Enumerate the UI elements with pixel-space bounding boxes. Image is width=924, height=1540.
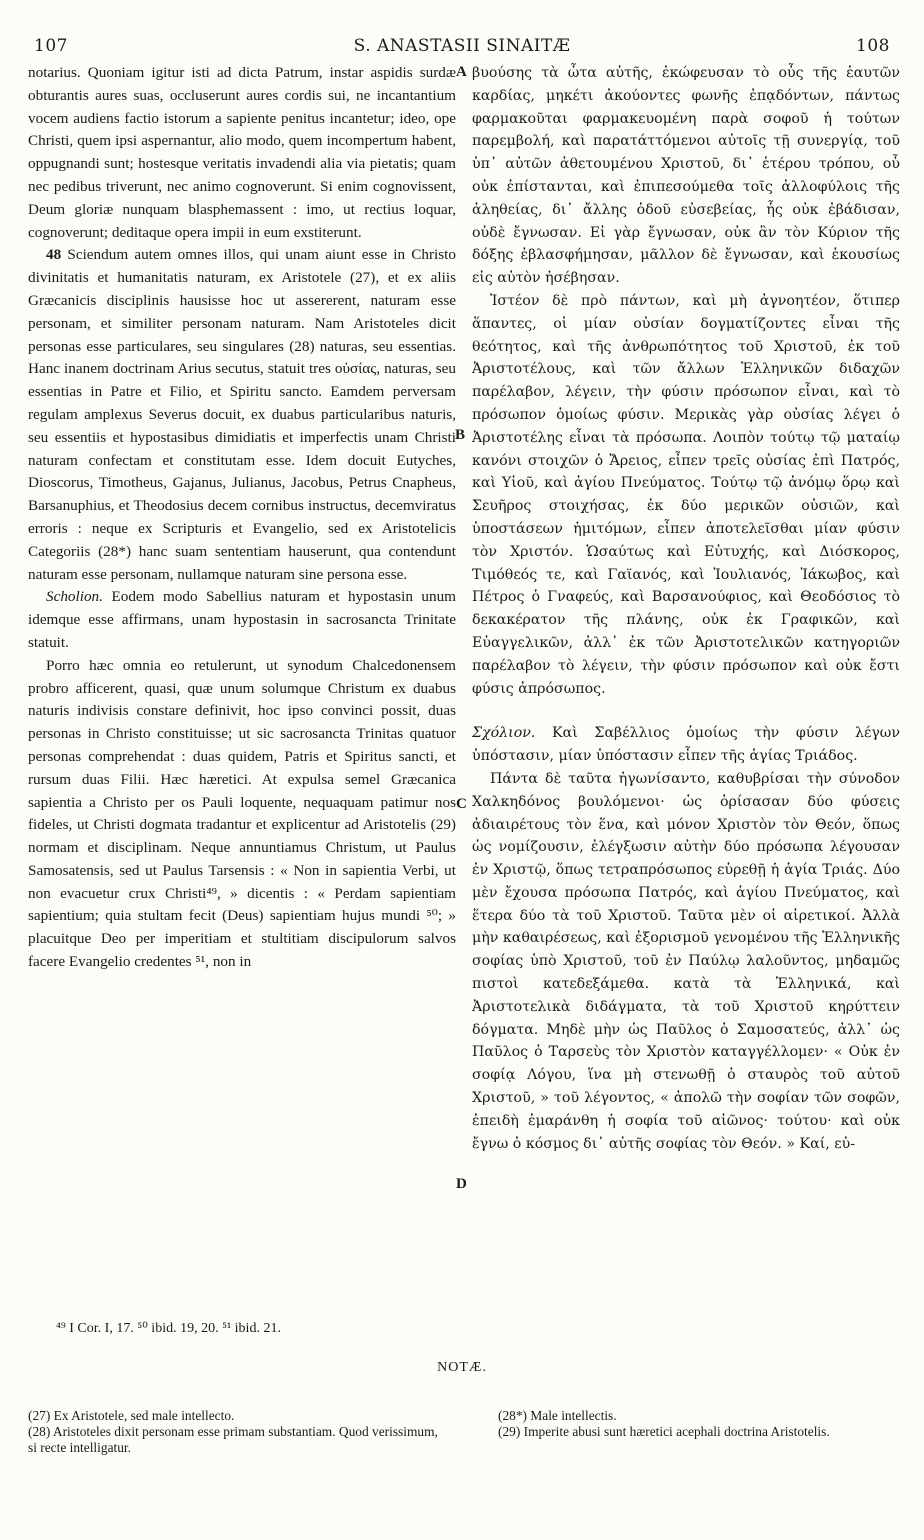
latin-paragraph-1: notarius. Quoniam igitur isti ad dicta Patrum, instar aspidis surdæ obturantis aures suas, occluserunt aures cordis sui, ne incantantium vocem audiens factio istorum a sapiente penitus incantetur; ideo, ope Christi, quem ipsi aspernantur, alio modo, quem incompertum habent, oppugnandi sunt; hostesque veritatis invadendi alia via pietatis; quam nec pedibus triverunt, nec animo cognoverunt. Si enim cognovissent, Deum gloriæ nunquam blasphemassent : imo, ut rectius loquar, cognoverunt; deditaque opera impii in eum exstiterunt. (28, 64, 456, 241)
note-28: (28) Aristoteles dixit personam esse primam substantiam. Quod verissimum, si recte intelligatur. (28, 1424, 438, 1455)
notes-right-column (498, 1408, 898, 1440)
greek-scholion-label: Σχόλιον. (472, 725, 536, 742)
greek-column (472, 62, 900, 1155)
latin-column (28, 62, 456, 974)
margin-letter-a: A (456, 64, 467, 80)
latin-paragraph-2-text: Sciendum autem omnes illos, qui unam aiunt esse in Christo divinitatis et humanitatis naturam, ex Aristotele (27), et ex aliis Græcanicis disciplinis hausisse hoc ut assererent, naturam esse personam, et similiter personam naturam. Nam Aristoteles dicit personas esse particulares, seu singulares (28) naturas, seu essentias. Hanc inanem doctrinam Arius secutus, statuit tres οὐσίας, naturas, seu essentias in Patre et Filio, et Spiritu sancto. Eamdem perversam regulam amplexus Severus docuit, ex duabus particularibus naturis, seu essentiis et hypostasibus dimidiatis et imperfectis unam Christi naturam confectam et constitutam esse. Idem docuit Eutyches, Dioscorus, Timotheus, Gajanus, Julianus, Jacobus, Petrus Cnapheus, Barsanuphius, et Theodosius decem cornibus instructus, decemviratus erroris : neque ex Scripturis et Evangelio, sed ex Aristotelicis Categoriis (28*) hanc suam sententiam hauserunt, qua contendunt naturam esse personam, nullamque naturam sine persona esse. (28, 246, 456, 583)
margin-letter-b: B (455, 427, 466, 443)
page-header (26, 36, 898, 60)
greek-paragraph-1: βυούσης τὰ ὦτα αὐτῆς, ἐκώφευσαν τὸ οὖς τῆς ἑαυτῶν καρδίας, μηκέτι ἀκούοντες φωνῆς ἐπᾳδόντων, πάντως φαρμακοῦται φαρμακευομένη παρὰ σοφοῦ ἡ τούτων παρεμβολή, καὶ παρατάττόμενοι αὐτοῖς τῇ συνεργίᾳ, τοῦ ὑπ᾽ αὐτῶν ἀθετουμένου Χριστοῦ, δι᾽ ἑτέρου τρόπου, οὗ οὐκ ἐπίστανται, καὶ ἐπιπεσούμεθα τοῖς ἀλλοφύλοις τῆς ἀληθείας, δι᾽ ἄλλης ὁδοῦ εὐσεβείας, ἧς οὐκ ἐβάδισαν, οὐδὲ ἔγνωσαν. Εἰ γὰρ ἔγνωσαν, οὐκ ἂν τὸν Κύριον τῆς δόξης ἐβλασφήμησαν, μᾶλλον δὲ ἔγνωσαν, καὶ ἑκουσίως εἰς αὐτὸν ἠσέβησαν. (472, 65, 900, 287)
running-title: S. ANASTASII SINAITÆ (353, 36, 571, 56)
note-27: (27) Ex Aristotele, sed male intellecto. (28, 1408, 235, 1423)
section-number: 48 (46, 246, 62, 264)
latin-scholion (28, 586, 456, 654)
notes-heading: NOTÆ. (437, 1360, 487, 1375)
margin-letter-c: C (456, 796, 467, 812)
greek-paragraph-2: Ἰστέον δὲ πρὸ πάντων, καὶ μὴ ἀγνοητέον, ὅτιπερ ἅπαντες, οἱ μίαν οὐσίαν δογματίζοντες εἶναι τῆς θεότητος, καὶ τῆς ἀνθρωπότητος τοῦ Χριστοῦ, ἐκ τοῦ Ἀριστοτέλους, καὶ τῶν ἄλλων Ἑλληνικῶν διδαχῶν παρέλαβον, λέγειν, τὴν φύσιν πρόσωπον εἶναι, καὶ τὸ πρόσωπον ὁμοίως φύσιν. Μερικὰς γὰρ οὐσίας λέγει ὁ Ἀριστοτέλης εἶναι τὰ πρόσωπα. Λοιπὸν τούτῳ τῷ ματαίῳ κανόνι στοιχῶν ὁ Ἄρειος, εἶπεν τρεῖς οὐσίας ἐπὶ Πατρός, καὶ Υἱοῦ, καὶ ἁγίου Πνεύματος. Τούτῳ τῷ ἀνόμῳ ὅρῳ καὶ Σευῆρος στοιχήσας, ἐκ δύο μερικῶν οὐσιῶν, καὶ ὑποστάσεων ἡμιτόμων, εἶπεν ἀποτελεῖσθαι μίαν φύσιν τὸν Χριστόν. Ὡσαύτως καὶ Εὐτυχής, καὶ Διόσκορος, Τιμόθεός τε, καὶ Γαϊανός, καὶ Ἰουλιανός, Ἰάκωβος, καὶ Πέτρος ὁ Γναφεύς, καὶ Βαρσανούφιος, καὶ Θεοδόσιος τὸ δεκακέρατον τῆς πλάνης, οὐκ ἐκ Γραφικῶν, καὶ Εὐαγγελικῶν, ἀλλ᾽ ἐκ τῶν Ἀριστοτελικῶν κατηγοριῶν παρέλαβον τὸ λέγειν, τὴν φύσιν πρόσωπον καὶ οὐκ ἔστι φύσις ἀπρόσωπος. (472, 292, 900, 697)
latin-paragraph-4: Porro hæc omnia eo retulerunt, ut synodum Chalcedonensem probro afficerent, quasi, quæ unum solumque Christum ex duabus naturis indivisis constare definivit, hoc ipso convinci possit, duas personas in Christo constituisse; ut sic sacrosancta Trinitas quatuor personas comprehendat : duas quidem, Patris et Spiritus sancti, et rursum duas Filii. Hæc hæretici. At expulsa semel Græcanica sapientia a Christo per os Pauli loquente, nequaquam patimur nos fideles, ut Christi dogmata tradantur et explicentur ad Aristotelis (29) normam et disciplinam. Neque annuntiamus Christum, ut Paulus Samosatensis, sed ut Paulus Tarsensis : « Non in sapientia Verbi, ut non evacuetur crux Christi⁴⁹, » dicentis : « Perdam sapientiam sapientium; quia stultam fecit (Deus) sapientiam hujus mundi ⁵⁰; » placuitque Deo per imperitiam et stultitiam discipulorum salvos facere Evangelio credentes ⁵¹, non in (28, 656, 456, 971)
margin-letter-d: D (456, 1176, 467, 1192)
page-number-right: 108 (856, 36, 890, 56)
spacer (472, 700, 900, 722)
greek-scholion-text: Καὶ Σαβέλλιος ὁμοίως τὴν φύσιν λέγων ὑπόστασιν, μίαν ὑπόστασιν εἶπεν τῆς ἁγίας Τριάδος. (472, 725, 900, 765)
scripture-footnotes: ⁴⁹ I Cor. I, 17. ⁵⁰ ibid. 19, 20. ⁵¹ ibid. 21. (56, 1321, 281, 1336)
latin-paragraph-2 (28, 244, 456, 586)
latin-scholion-text: Eodem modo Sabellius naturam et hypostasin unum idemque esse affirmans, unam hypostasin in sacrosancta Trinitate statuit. (28, 588, 456, 651)
greek-scholion (472, 722, 900, 768)
page-number-left: 107 (34, 36, 68, 56)
note-28-star: (28*) Male intellectis. (498, 1408, 617, 1423)
scholion-label: Scholion. (46, 588, 103, 606)
note-29: (29) Imperite abusi sunt hæretici acephali doctrina Aristotelis. (498, 1424, 830, 1439)
greek-paragraph-4: Πάντα δὲ ταῦτα ἠγωνίσαντο, καθυβρίσαι τὴν σύνοδον Χαλκηδόνος βουλόμενοι· ὡς ὁρίσασαν δύο φύσεις ἀδιαιρέτους τὸν ἕνα, καὶ μόνον Χριστὸν τὸν Θεόν, ὅπως ὡς νομίζουσιν, ἐλέγξωσιν αὐτὴν δύο πρόσωπα λέγουσαν ἐν Χριστῷ, ὅπως τετραπρόσωπος εὑρεθῇ ἡ ἁγία Τριάς. Δύο μὲν ἔχουσα πρόσωπα Πατρός, καὶ ἁγίου Πνεύματος, καὶ ἕτερα δύο τὰ τοῦ Χριστοῦ. Ταῦτα μὲν οἱ αἱρετικοί. Ἀλλὰ μὴν καθαιρέσεως, καὶ ἐξορισμοῦ γενομένου τῆς Ἑλληνικῆς σοφίας ὑπὸ Χριστοῦ, τοῦ ἐν Παύλῳ λαλοῦντος, μηδαμῶς πιστοὶ κατεδεξάμεθα. κατὰ τὰ Ἑλληνικά, καὶ Ἀριστοτελικὰ διδάγματα, τὰ τοῦ Χριστοῦ κηρύττειν δόγματα. Μηδὲ μὴν ὡς Παῦλος ὁ Σαμοσατεύς, ἀλλ᾽ ὡς Παῦλος ὁ Ταρσεὺς τὸν Χριστὸν καταγγέλλομεν· « Οὐκ ἐν σοφίᾳ Λόγου, ἵνα μὴ στενωθῇ ὁ σταυρὸς τοῦ αὐτοῦ Χριστοῦ, » τοῦ λέγοντος, « ἀπολῶ τὴν σοφίαν τῶν σοφῶν, ἐπειδὴ ἐμαράνθη ἡ σοφία τοῦ αἰῶνος· τούτου· καὶ οὐκ ἔγνω ὁ κόσμος δι᾽ αὐτῆς σοφίας τὸν Θεόν. » Καί, εὐ- (472, 770, 900, 1152)
notes-left-column (28, 1408, 448, 1456)
